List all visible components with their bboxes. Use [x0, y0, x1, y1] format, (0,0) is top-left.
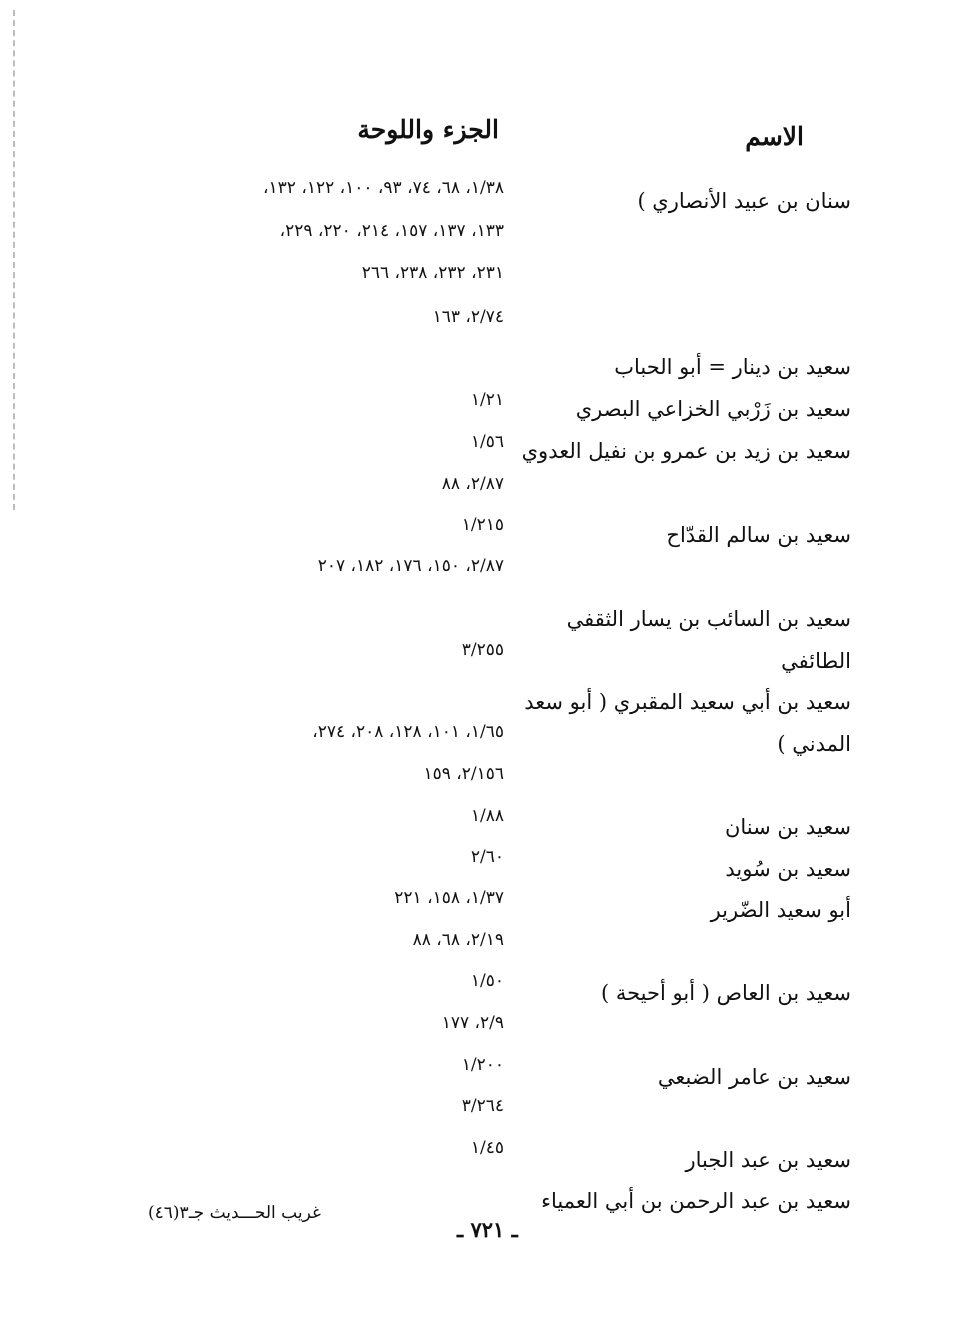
book-footer: غريب الحـــديث جـ٣(٤٦)	[148, 1203, 321, 1223]
ref-line: ١/٣٧، ١٥٨، ٢٢١	[394, 888, 504, 908]
ref-line: ٢/٦٠	[470, 847, 504, 867]
name-entry: سعيد بن أبي سعيد المقبري ( أبو سعد	[524, 690, 851, 714]
name-entry: سعيد بن عبد الرحمن بن أبي العمياء	[541, 1189, 851, 1213]
ref-line: ٢٣١، ٢٣٢، ٢٣٨، ٢٦٦	[361, 263, 504, 283]
ref-line: ٢/٨٧، ١٥٠، ١٧٦، ١٨٢، ٢٠٧	[317, 556, 504, 576]
name-entry: سنان بن عبيد الأنصاري )	[637, 189, 851, 213]
name-entry: سعيد بن زيد بن عمرو بن نفيل العدوي	[521, 439, 851, 463]
name-entry: سعيد بن دينار = أبو الحباب	[614, 355, 851, 379]
ref-line: ٣/٢٦٤	[461, 1096, 504, 1116]
ref-line: ١/٤٥	[470, 1138, 504, 1158]
ref-line: ١/٢١	[470, 390, 504, 410]
scan-edge-mark	[13, 10, 15, 510]
ref-line: ١٣٣، ١٣٧، ١٥٧، ٢١٤، ٢٢٠، ٢٢٩،	[279, 221, 504, 241]
ref-line: ١/٨٨	[470, 806, 504, 826]
ref-line: ٢/٧٤، ١٦٣	[432, 307, 504, 327]
ref-line: ٢/١٥٦، ١٥٩	[423, 764, 504, 784]
name-entry: أبو سعيد الضّرير	[710, 898, 851, 922]
ref-line: ١/٣٨، ٦٨، ٧٤، ٩٣، ١٠٠، ١٢٢، ١٣٢،	[263, 178, 504, 198]
name-entry: سعيد بن سُويد	[725, 857, 851, 881]
ref-line: ١/٦٥، ١٠١، ١٢٨، ٢٠٨، ٢٧٤،	[312, 722, 504, 742]
ref-line: ٢/٩، ١٧٧	[441, 1013, 504, 1033]
name-entry: سعيد بن سالم القدّاح	[666, 523, 851, 547]
ref-line: ١/٥٦	[470, 432, 504, 452]
column-header-name: الاسم	[745, 122, 804, 151]
ref-line: ٢/١٩، ٦٨، ٨٨	[412, 930, 504, 950]
name-entry: سعيد بن العاص ( أبو أحيحة )	[600, 981, 851, 1005]
name-entry: سعيد بن السائب بن يسار الثقفي	[566, 607, 851, 631]
name-entry: المدني )	[777, 732, 851, 756]
name-entry: سعيد بن عامر الضبعي	[657, 1065, 851, 1089]
ref-line: ٣/٢٥٥	[461, 640, 504, 660]
name-entry: سعيد بن سنان	[724, 815, 851, 839]
name-entry: سعيد بن عبد الجبار	[685, 1148, 851, 1172]
ref-line: ١/٥٠	[470, 971, 504, 991]
ref-line: ١/٢٠٠	[461, 1055, 504, 1075]
name-entry: الطائفي	[781, 649, 851, 673]
column-header-refs: الجزء واللوحة	[357, 115, 499, 144]
page-number: ـ ٧٢١ ـ	[457, 1217, 518, 1242]
ref-line: ٢/٨٧، ٨٨	[441, 474, 504, 494]
name-entry: سعيد بن زَرْبي الخزاعي البصري	[575, 397, 851, 421]
ref-line: ١/٢١٥	[461, 515, 504, 535]
